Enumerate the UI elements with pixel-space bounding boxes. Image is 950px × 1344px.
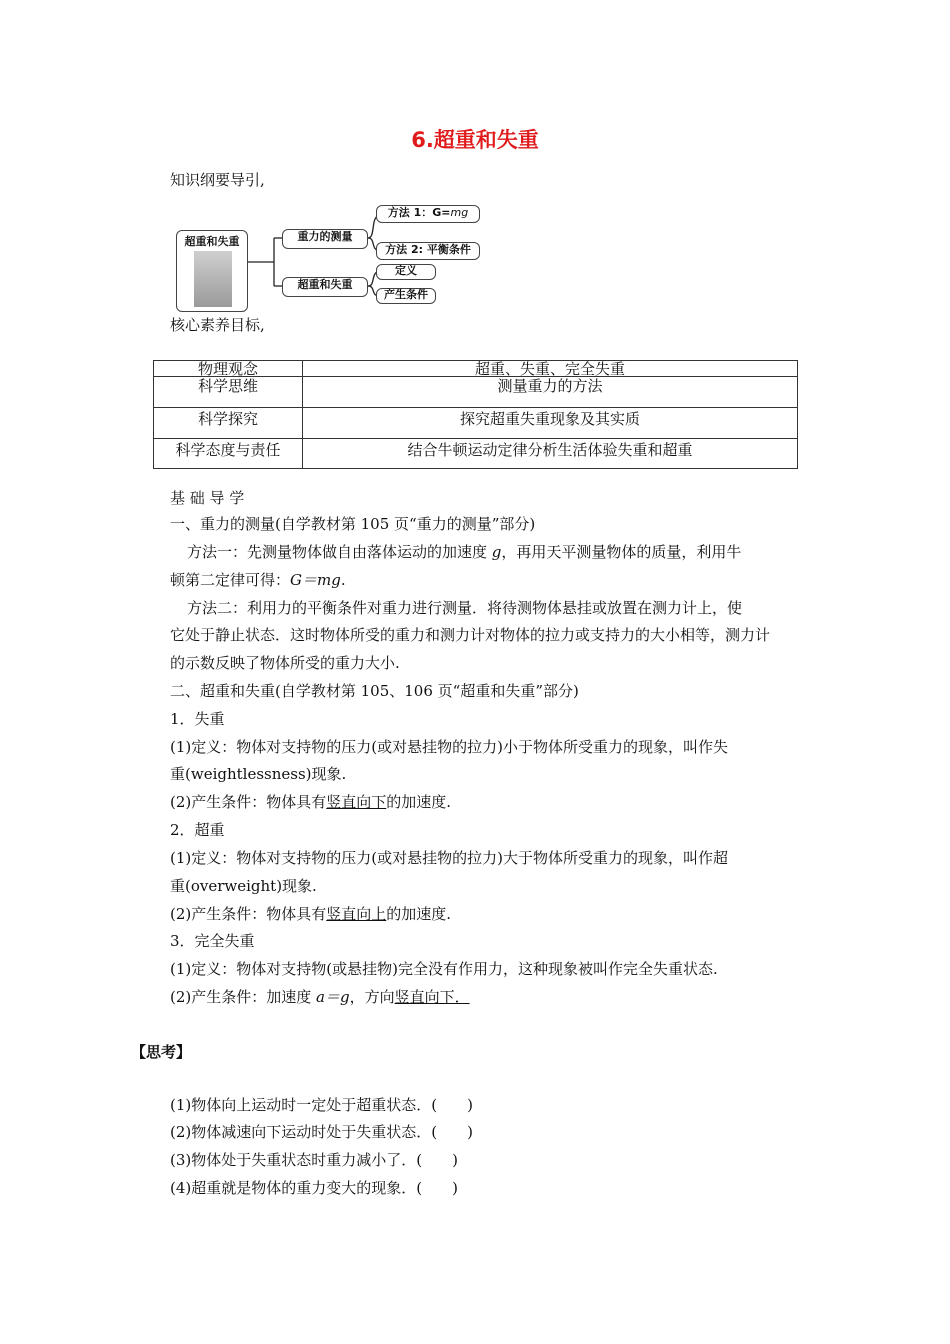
page-title: 6.超重和失重 (411, 128, 539, 152)
table-cell-value: 测量重力的方法 (303, 377, 798, 408)
method2-line2: 它处于静止状态．这时物体所受的重力和测力计对物体的拉力或支持力的大小相等，测力计 (170, 626, 771, 644)
method1-line2 (170, 570, 346, 590)
weightless-def-line2: 重(weightlessness)现象. (170, 765, 347, 783)
goals-table (153, 360, 798, 469)
overweight-condition-text: (2)产生条件：物体具有 (170, 905, 327, 923)
mindmap-photo (194, 251, 232, 307)
think-item: (3)物体处于失重状态时重力减小了．( ) (170, 1151, 458, 1169)
weightless-condition-end: 的加速度. (386, 793, 452, 811)
section-heading-2: 二、超重和失重(自学教材第 105、106 页“超重和失重”部分) (170, 682, 579, 700)
table-cell-value: 探究超重失重现象及其实质 (303, 408, 798, 439)
think-item: (2)物体减速向下运动时处于失重状态．( ) (170, 1123, 473, 1141)
mindmap-leaf-method1-text: 方法 1：G= (387, 206, 451, 219)
mindmap-branch-super: 超重和失重 (282, 277, 368, 297)
overweight-def-line2: 重(overweight)现象. (170, 877, 317, 895)
overweight-condition-end: 的加速度. (386, 905, 452, 923)
table-cell-key: 物理观念 (154, 361, 303, 377)
mindmap-leaf-definition: 定义 (376, 264, 436, 280)
method1-text-end: . (340, 571, 346, 589)
table-row (154, 408, 798, 439)
method2-line1: 方法二：利用力的平衡条件对重力进行测量．将待测物体悬挂或放置在测力计上，使 (187, 599, 743, 617)
table-cell-key: 科学思维 (154, 377, 303, 408)
mindmap-branch-measure: 重力的测量 (282, 229, 368, 249)
sub-heading-weightless: 1．失重 (170, 710, 225, 728)
method1-line1 (187, 542, 741, 562)
overweight-def-line1: (1)定义：物体对支持物的压力(或对悬挂物的拉力)大于物体所受重力的现象，叫作超 (170, 849, 728, 867)
complete-condition-answer: 竖直向下． (394, 988, 470, 1006)
overweight-condition-answer: 竖直向上 (326, 905, 387, 923)
method1-text-c: 顿第二定律可得： (170, 571, 291, 589)
intro-label: 知识纲要导引, (170, 171, 265, 189)
table-row (154, 361, 798, 377)
weightless-def-line1: (1)定义：物体对支持物的压力(或对悬挂物的拉力)小于物体所受重力的现象，叫作失 (170, 738, 728, 756)
think-item: (4)超重就是物体的重力变大的现象．( ) (170, 1179, 458, 1197)
complete-condition-mid: ，方向 (349, 988, 395, 1006)
complete-condition-text: (2)产生条件：加速度 (170, 988, 317, 1006)
mindmap-root-label: 超重和失重 (184, 235, 240, 248)
mindmap-leaf-method1 (376, 205, 480, 223)
think-item: (1)物体向上运动时一定处于超重状态．( ) (170, 1096, 473, 1114)
weightless-condition (170, 792, 451, 812)
weightless-condition-text: (2)产生条件：物体具有 (170, 793, 327, 811)
section-heading-1: 一、重力的测量(自学教材第 105 页“重力的测量”部分) (170, 515, 536, 533)
goals-label: 核心素养目标, (170, 316, 265, 334)
mindmap-leaf-method1-formula: mg (450, 206, 469, 219)
table-cell-key: 科学探究 (154, 408, 303, 439)
overweight-condition (170, 904, 451, 924)
method1-text-a: 方法一：先测量物体做自由落体运动的加速度 (187, 543, 492, 561)
complete-def: (1)定义：物体对支持物(或悬挂物)完全没有作用力，这种现象被叫作完全失重状态. (170, 960, 718, 978)
weightless-condition-answer: 竖直向下 (326, 793, 387, 811)
mindmap-leaf-method2: 方法 2: 平衡条件 (376, 242, 480, 260)
table-cell-value: 结合牛顿运动定律分析生活体验失重和超重 (303, 439, 798, 469)
think-heading: 【思考】 (131, 1043, 192, 1061)
method1-formula: G＝mg (290, 571, 341, 589)
table-cell-value: 超重、失重、完全失重 (303, 361, 798, 377)
complete-condition (170, 987, 470, 1007)
sub-heading-overweight: 2．超重 (170, 821, 225, 839)
table-row (154, 377, 798, 408)
mindmap-leaf-condition: 产生条件 (376, 288, 436, 304)
method2-line3: 的示数反映了物体所受的重力大小. (170, 654, 400, 672)
table-row (154, 439, 798, 469)
heading-basic: 基 础 导 学 (170, 489, 245, 507)
complete-condition-formula: a＝g (316, 988, 350, 1006)
sub-heading-complete: 3．完全失重 (170, 932, 255, 950)
method1-symbol-g: g (491, 543, 502, 561)
method1-text-b: ，再用天平测量物体的质量，利用牛 (501, 543, 742, 561)
table-cell-key: 科学态度与责任 (154, 439, 303, 469)
